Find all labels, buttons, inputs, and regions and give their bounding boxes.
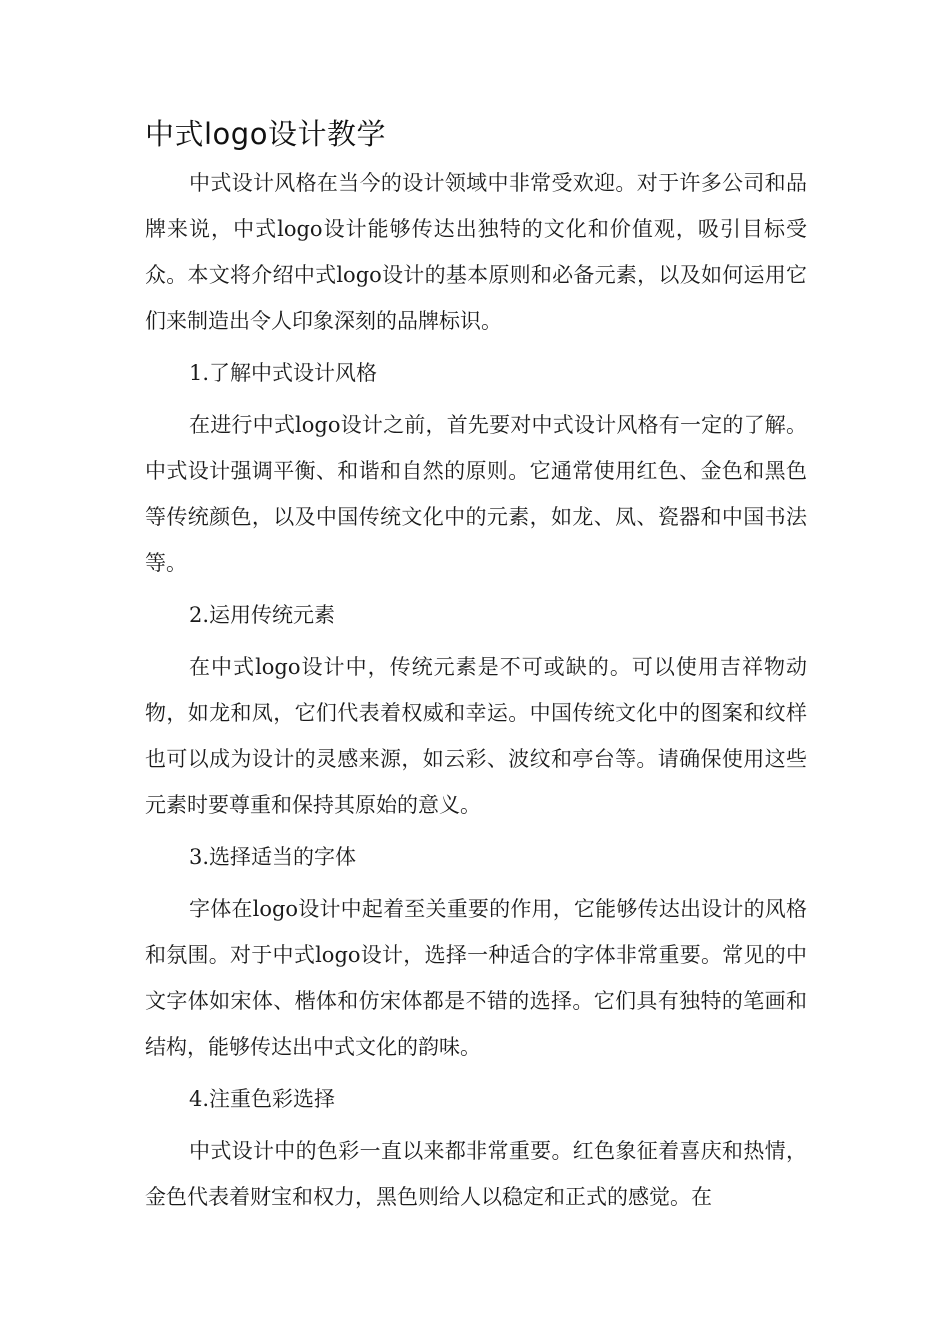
document-body	[145, 112, 807, 1226]
section-heading-2: 2.运用传统元素	[189, 603, 336, 627]
section-body-4: 中式设计中的色彩一直以来都非常重要。红色象征着喜庆和热情，金色代表着财宝和权力，黑色则给人以稳定和正式的感觉。在	[145, 1139, 807, 1209]
section-heading-1: 1.了解中式设计风格	[189, 361, 378, 385]
section-heading-3: 3.选择适当的字体	[189, 845, 357, 869]
section-heading-4: 4.注重色彩选择	[189, 1087, 336, 1111]
page-title: 中式logo设计教学	[145, 117, 386, 151]
section-body-1: 在进行中式logo设计之前，首先要对中式设计风格有一定的了解。中式设计强调平衡、和谐和自然的原则。它通常使用红色、金色和黑色等传统颜色，以及中国传统文化中的元素，如龙、凤、瓷器和中国书法等。	[145, 413, 807, 575]
intro-paragraph: 中式设计风格在当今的设计领域中非常受欢迎。对于许多公司和品牌来说，中式logo设计能够传达出独特的文化和价值观，吸引目标受众。本文将介绍中式logo设计的基本原则和必备元素，以及如何运用它们来制造出令人印象深刻的品牌标识。	[145, 171, 807, 333]
section-body-3: 字体在logo设计中起着至关重要的作用，它能够传达出设计的风格和氛围。对于中式logo设计，选择一种适合的字体非常重要。常见的中文字体如宋体、楷体和仿宋体都是不错的选择。它们具有独特的笔画和结构，能够传达出中式文化的韵味。	[145, 897, 807, 1059]
section-body-2: 在中式logo设计中，传统元素是不可或缺的。可以使用吉祥物动物，如龙和凤，它们代表着权威和幸运。中国传统文化中的图案和纹样也可以成为设计的灵感来源，如云彩、波纹和亭台等。请确保使用这些元素时要尊重和保持其原始的意义。	[145, 655, 807, 817]
